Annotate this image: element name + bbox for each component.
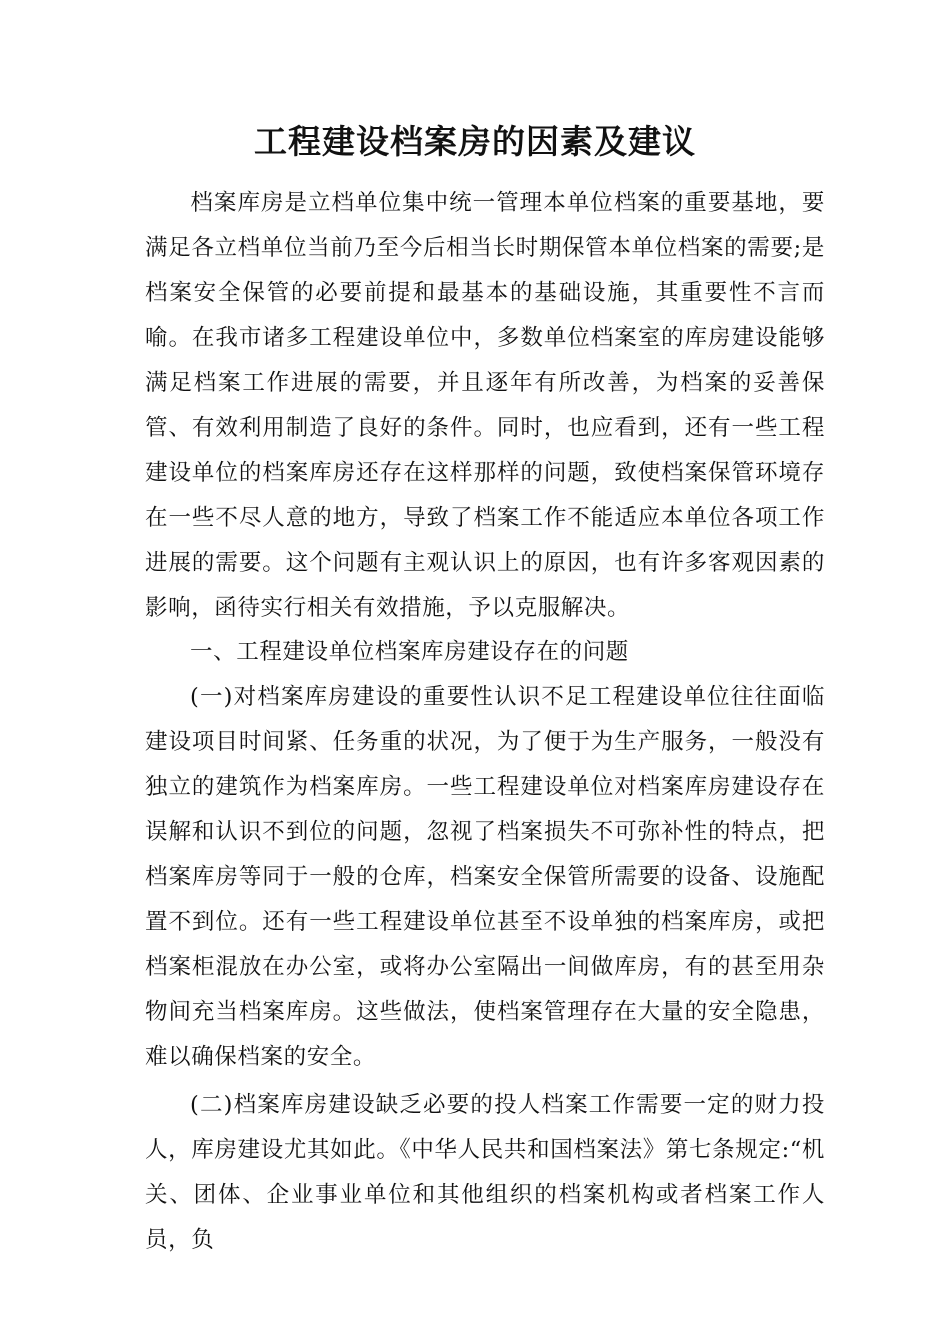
section-heading-text: 一、工程建设单位档案库房建设存在的问题 <box>190 639 629 665</box>
paragraph-subsection-1 <box>145 675 825 1080</box>
paragraph-subsection-2 <box>145 1083 825 1263</box>
paragraph-intro <box>145 181 825 631</box>
paragraph-text: 档案库房是立档单位集中统一管理本单位档案的重要基地，要满足各立档单位当前乃至今后相当长时期保管本单位档案的需要;是档案安全保管的必要前提和最基本的基础设施，其重要性不言而喻。在我市诸多工程建设单位中，多数单位档案室的库房建设能够满足档案工作进展的需要，并且逐年有所改善，为档案的妥善保管、有效利用制造了良好的条件。同时，也应看到，还有一些工程建设单位的档案库房还存在这样那样的问题，致使档案保管环境存在一些不尽人意的地方，导致了档案工作不能适应本单位各项工作进展的需要。这个问题有主观认识上的原因，也有许多客观因素的影响，函待实行相关有效措施，予以克服解决。 <box>145 190 825 621</box>
paragraph-text: (一)对档案库房建设的重要性认识不足工程建设单位往往面临建设项目时间紧、任务重的状况，为了便于为生产服务，一般没有独立的建筑作为档案库房。一些工程建设单位对档案库房建设存在误解和认识不到位的问题，忽视了档案损失不可弥补性的特点，把档案库房等同于一般的仓库，档案安全保管所需要的设备、设施配置不到位。还有一些工程建设单位甚至不设单独的档案库房，或把档案柜混放在办公室，或将办公室隔出一间做库房，有的甚至用杂物间充当档案库房。这些做法，使档案管理存在大量的安全隐患，难以确保档案的安全。 <box>145 684 825 1070</box>
document-title: 工程建设档案房的因素及建议 <box>254 122 696 161</box>
paragraph-text: (二)档案库房建设缺乏必要的投人档案工作需要一定的财力投人，库房建设尤其如此。《中华人民共和国档案法》第七条规定:“机关、团体、企业事业单位和其他组织的档案机构或者档案工作人员，负 <box>145 1092 825 1253</box>
section-heading-1 <box>145 630 825 675</box>
